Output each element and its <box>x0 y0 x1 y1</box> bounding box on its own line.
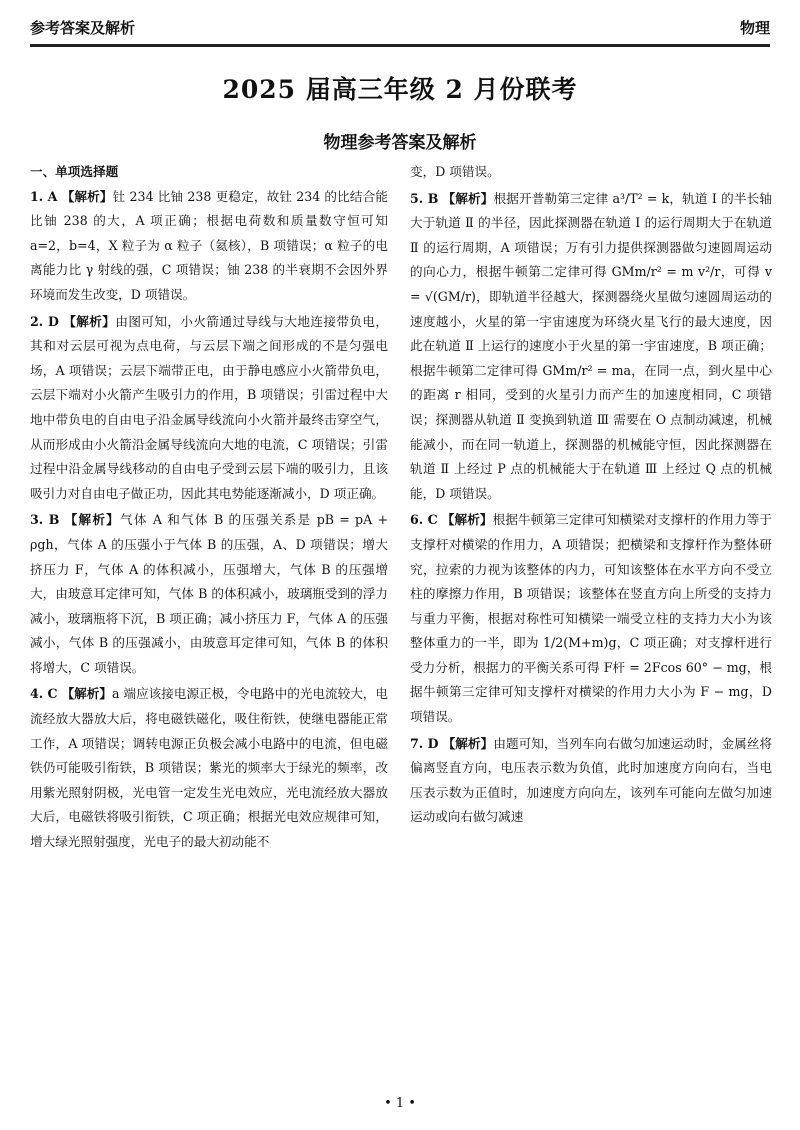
header-subject: 物理 <box>739 19 770 37</box>
page-header <box>30 12 770 47</box>
answer-item-1 <box>30 185 388 308</box>
answer-item-4 <box>30 682 388 854</box>
answer-subtitle: 物理参考答案及解析 <box>323 133 477 153</box>
continued-text: 变，D 项错误。 <box>410 164 500 179</box>
answer-text: a 端应该接电源正极，令电路中的光电流较大，电流经放大器放大后，将电磁铁磁化，吸住衔铁，使继电器能正常工作，A 项错误；调转电源正负极会减小电路中的电流，但电磁铁仍可能吸引衔铁，B 项错误；紫光的频率大于绿光的频率，改用紫光照射阴极，光电管一定发生光电效应，光电流经放大器放大后，电磁铁将吸引衔铁，C 项正确；根据光电效应规律可知，增大绿光照射强度，光电子的最大初动能不 <box>30 686 388 850</box>
analysis-tag: 【解析】 <box>61 188 113 204</box>
right-column <box>410 160 772 832</box>
analysis-tag: 【解析】 <box>442 190 494 206</box>
section-heading: 一、单项选择题 <box>30 164 119 179</box>
answer-item-3 <box>30 508 388 680</box>
analysis-tag: 【解析】 <box>442 735 494 751</box>
analysis-tag: 【解析】 <box>63 313 116 329</box>
answer-number: 4. C <box>30 686 58 702</box>
answer-item-6 <box>410 508 772 729</box>
answer-item-5 <box>410 187 772 507</box>
answer-text: 气体 A 和气体 B 的压强关系是 pB = pA + ρgh，气体 A 的压强小于气体 B 的压强，A、D 项错误；增大挤压力 F，气体 A 的体积减小，压强增大，气体 B 的压强增大，由玻意耳定律可知，气体 B 的体积减小，玻璃瓶受到的浮力减小，玻璃瓶将下沉，B 项正确；减小挤压力 F，气体 A 的压强减小，气体 B 的压强减小，由玻意耳定律可知，气体 B 的体积将增大，C 项错误。 <box>30 512 388 675</box>
answer-text: 由题可知，当列车向右做匀加速运动时，金属丝将偏离竖直方向，电压表示数为负值，此时加速度方向向右，当电压表示数为正值时，加速度方向向左，该列车可能向左做匀加速运动或向右做匀减速 <box>410 735 773 825</box>
page-number: • 1 • <box>384 1096 416 1111</box>
answer-number: 6. C <box>410 512 438 528</box>
answer-number: 3. B <box>30 512 60 528</box>
header-left-title: 参考答案及解析 <box>30 19 136 37</box>
exam-title: 2025 届高三年级 2 月份联考 <box>222 75 578 104</box>
answer-text: 根据牛顿第三定律可知横梁对支撑杆的作用力等于支撑杆对横梁的作用力，A 项错误；把横梁和支撑杆作为整体研究，拉索的力视为该整体的内力，可知该整体在水平方向不受立柱的摩擦力作用，B 项错误；该整体在竖直方向上所受的支持力与重力平衡，根据对称性可知横梁一端受立柱的支持力大小为该整体重力的一半，即为 1/2(M+m)g，C 项正确；对支撑杆进行受力分析，根据力的平衡关系可得 F杆 = 2Fcos 60° − mg，根据牛顿第三定律可知支撑杆对横梁的作用力大小为 F − mg，D 项错误。 <box>410 512 773 725</box>
left-column <box>30 160 388 857</box>
answer-number: 2. D <box>30 313 59 329</box>
answer-number: 1. A <box>30 188 58 204</box>
answer-text: 根据开普勒第三定律 a³/T² = k，轨道 Ⅰ 的半长轴大于轨道 Ⅱ 的半径，因此探测器在轨道 Ⅰ 的运行周期大于在轨道 Ⅱ 的运行周期，A 项错误；万有引力提供探测器做匀速圆周运动的向心力，根据牛顿第二定律可得 GMm/r² = m v²/r，可得 v = √(GM/r)，即轨道半径越大，探测器绕火星做匀速圆周运动的速度越小，火星的第一宇宙速度为环绕火星飞行的最大速度，因此在轨道 Ⅱ 上运行的速度小于火星的第一宇宙速度，B 项正确；根据牛顿第二定律可得 GMm/r² = ma，在同一点，到火星中心的距离 r 相同，受到的火星引力而产生的加速度相同，C 项错误；探测器从轨道 Ⅱ 变换到轨道 Ⅲ 需要在 O 点制动减速，机械能减小，而在同一轨道上，探测器的机械能守恒，因此探测器在轨道 Ⅱ 上经过 P 点的机械能大于在轨道 Ⅲ 上经过 Q 点的机械能，D 项错误。 <box>410 190 772 501</box>
analysis-tag: 【解析】 <box>64 512 120 528</box>
answer-item-7 <box>410 732 772 830</box>
analysis-tag: 【解析】 <box>61 686 112 702</box>
answer-item-2 <box>30 310 388 507</box>
answer-number: 5. B <box>410 190 439 206</box>
answer-text: 钍 234 比铀 238 更稳定，故钍 234 的比结合能比铀 238 的大，A 项正确；根据电荷数和质量数守恒可知 a=2，b=4，X 粒子为 α 粒子（氦核），B 项错误；α 粒子的电离能力比 γ 射线的强，C 项错误；铀 238 的半衰期不会因外界环境而发生改变，D 项错误。 <box>30 188 389 302</box>
answer-number: 7. D <box>410 735 439 751</box>
answer-text: 由图可知，小火箭通过导线与大地连接带负电，其和对云层可视为点电荷，与云层下端之间形成的不是匀强电场，A 项错误；云层下端带正电，由于静电感应小火箭带负电，云层下端对小火箭产生吸引力的作用，B 项错误；引雷过程中大地中带负电的自由电子沿金属导线流向小火箭并最终击穿空气，从而形成由小火箭沿金属导线流向大地的电流，C 项错误；引雷过程中沿金属导线移动的自由电子受到云层下端的吸引力，且该吸引力对自由电子做正功，因此其电势能逐渐减小，D 项正确。 <box>30 313 389 501</box>
analysis-tag: 【解析】 <box>441 512 493 528</box>
